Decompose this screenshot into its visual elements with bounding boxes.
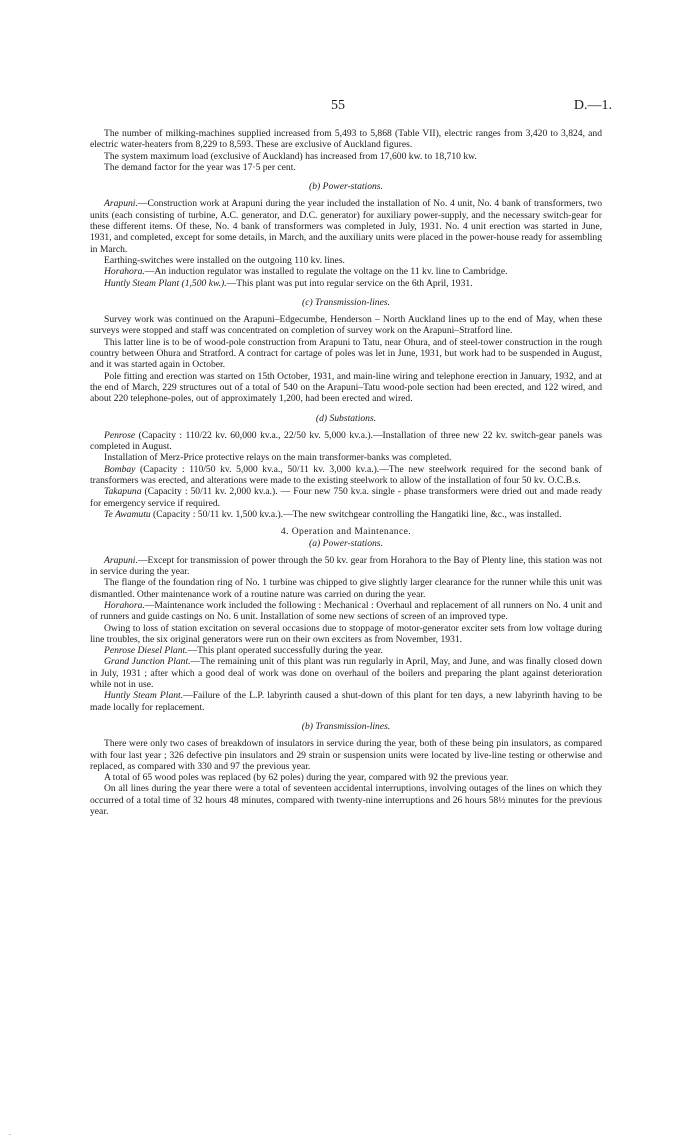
heading-transmission-lines-operation: (b) Transmission-lines. (301, 720, 391, 732)
heading-operation-maintenance: 4. Operation and Maintenance. (280, 526, 412, 538)
paragraph-horahora-maintenance (90, 600, 602, 623)
paragraph-insulator-breakdown: There were only two cases of breakdown of insulators in service during the year, both of these being pin insulators, as compared with four last year ; 326 defective pin insulators and 29 strain or suspension units were located by live-line testing or otherwise and replaced, as compared with 330 and 97 the previous year. (90, 738, 602, 772)
paragraph-earthing: Earthing-switches were installed on the outgoing 110 kv. lines. (104, 254, 345, 266)
text-huntly: —This plant was put into regular service on the 6th April, 1931. (226, 277, 473, 289)
text-arapuni-operation: —Except for transmission of power through the 50 kv. gear from Horahora to the Bay of Plenty line, this station was not in service during the year. (90, 554, 602, 578)
paragraph-flange: The flange of the foundation ring of No. 1 turbine was chipped to give slightly larger clearance for the runner while this unit was dismantled. Other maintenance work of a routine nature was carried on during the year. (90, 577, 602, 600)
label-huntly-steam: Huntly Steam Plant. (104, 690, 184, 702)
margin-mark: . (9, 1128, 11, 1137)
heading-transmission-lines: (c) Transmission-lines. (302, 296, 390, 308)
paragraph-penrose-diesel (90, 645, 602, 656)
paragraph-grand-junction (90, 656, 602, 690)
text-horahora-maintenance: —Maintenance work included the following : Mechanical : Overhaul and replacement of all runners on No. 4 unit and of runners and guide castings on No. 6 unit. Installation of some new sections of screen of an improved type. (90, 599, 602, 623)
paragraph-wood-poles: A total of 65 wood poles was replaced (by 62 poles) during the year, compared with 92 the previous year. (104, 772, 509, 784)
paragraph-merz-price: Installation of Merz-Price protective relays on the main transformer-banks was completed. (104, 452, 452, 464)
label-takapuna: Takapuna (104, 486, 142, 498)
heading-power-stations: (b) Power-stations. (309, 181, 383, 193)
label-bombay: Bombay (104, 463, 136, 475)
label-horahora: Horahora. (104, 266, 145, 278)
paragraph-takapuna (90, 486, 602, 509)
paragraph-te-awamutu (90, 509, 602, 520)
label-grand-junction: Grand Junction Plant. (104, 656, 191, 668)
paragraph-maximum-load: The system maximum load (exclusive of Auckland) has increased from 17,600 kw. to 18,710 kw. (104, 150, 477, 162)
text-penrose-diesel: —This plant operated successfully during the year. (187, 645, 383, 657)
paragraph-penrose (90, 430, 602, 453)
page-header (0, 98, 700, 118)
text-arapuni: —Construction work at Arapuni during the year included the installation of No. 4 unit, No. 4 bank of transformers, two units (each consisting of turbine, A.C. generator, and D.C. generator) for auxiliary power-supply, and the necessary switch-gear for these different items. Of these, No. 4 bank of transformers was completed in July, 1931. No. 4 unit erection was started in June, 1931, and completed, except for some details, in March, and the auxiliary units were placed in the power-house ready for assembling in March. (90, 198, 602, 255)
heading-power-stations-operation: (a) Power-stations. (309, 537, 383, 549)
text-huntly-steam: —Failure of the L.P. labyrinth caused a shut-down of this plant for ten days, a new labyrinth having to be made locally for replacement. (90, 690, 602, 713)
text-horahora: —An induction regulator was installed to regulate the voltage on the 11 kv. line to Cambridge. (144, 266, 508, 278)
text-grand-junction: —The remaining unit of this plant was run regularly in April, May, and June, and was finally closed down in July, 1931 ; after which a good deal of work was done on overhaul of the boilers and preparing the plant against deterioration while not in use. (90, 656, 602, 691)
label-arapuni: Arapuni. (104, 198, 138, 210)
text-takapuna: (Capacity : 50/11 kv. 2,000 kv.a.). — Four new 750 kv.a. single - phase transformers were dried out and made ready for emergency service if required. (90, 486, 602, 509)
paragraph-horahora (90, 266, 602, 277)
text-bombay: (Capacity : 110/50 kv. 5,000 kv.a., 50/11 kv. 3,000 kv.a.).—The new steelwork required for the second bank of transformers was erected, and alterations were made to the existing steelwork to allow of the installation of four 50 kv. O.C.B.s. (90, 463, 602, 487)
document-reference: D.—1. (573, 98, 612, 113)
paragraph-arapuni (90, 198, 602, 254)
text-te-awamutu: (Capacity : 50/11 kv. 1,500 kv.a.).—The new switchgear controlling the Hangatiki line, &c., was installed. (150, 508, 562, 520)
label-penrose-diesel: Penrose Diesel Plant. (104, 645, 188, 657)
paragraph-survey: Survey work was continued on the Arapuni–Edgecumbe, Henderson – North Auckland lines up to the end of May, when these surveys were stopped and staff was concentrated on completion of survey work on the Arapuni–Stratford line. (90, 314, 602, 337)
paragraph-arapuni-operation (90, 555, 602, 578)
text-penrose: (Capacity : 110/22 kv. 60,000 kv.a., 22/50 kv. 5,000 kv.a.).—Installation of three new 22 kv. switch-gear panels was completed in August. (90, 429, 602, 453)
label-te-awamutu: Te Awamutu (104, 508, 151, 520)
paragraph-demand-factor: The demand factor for the year was 17·5 per cent. (104, 161, 296, 173)
paragraph-huntly-steam (90, 690, 602, 713)
paragraph-excitation: Owing to loss of station excitation on several occasions due to stoppage of motor-generator exciter sets from low voltage during line troubles, the six original generators were run on their own exciters as from November, 1931. (90, 622, 602, 645)
paragraph-pole-fitting: Pole fitting and erection was started on 15th October, 1931, and main-line wiring and telephone erection in January, 1932, and at the end of March, 229 structures out of a total of 540 on the Arapuni–Tatu wood-pole section had been erected, and 122 wired, and about 220 telephone-poles, out of approximately 1,200, had been erected and wired. (90, 370, 602, 405)
paragraph-interruptions: On all lines during the year there were a total of seventeen accidental interruptions, involving outages of the lines on which they occurred of a total time of 32 hours 48 minutes, compared with twenty-nine interruptions and 26 hours 58½ minutes for the previous year. (90, 783, 602, 818)
paragraph-latter-line: This latter line is to be of wood-pole construction from Arapuni to Tatu, near Ohura, and of steel-tower construction in the rough country between Ohura and Stratford. A contract for cartage of poles was let in June, 1931, but work had to be suspended in August, and it was started again in October. (90, 336, 602, 371)
label-huntly: Huntly Steam Plant (1,500 kw.). (104, 277, 227, 289)
label-penrose: Penrose (104, 429, 136, 441)
paragraph-huntly (90, 278, 602, 289)
paragraph-milking-machines: The number of milking-machines supplied increased from 5,493 to 5,868 (Table VII), electric ranges from 3,420 to 3,824, and electric water-heaters from 8,229 to 8,593. These are exclusive of Auckland figures. (90, 128, 602, 151)
label-arapuni-operation: Arapuni. (104, 554, 138, 566)
label-horahora-maintenance: Horahora. (104, 599, 145, 611)
body-text (90, 128, 602, 817)
heading-substations: (d) Substations. (315, 412, 377, 424)
paragraph-bombay (90, 464, 602, 487)
page-number: 55 (331, 98, 345, 113)
